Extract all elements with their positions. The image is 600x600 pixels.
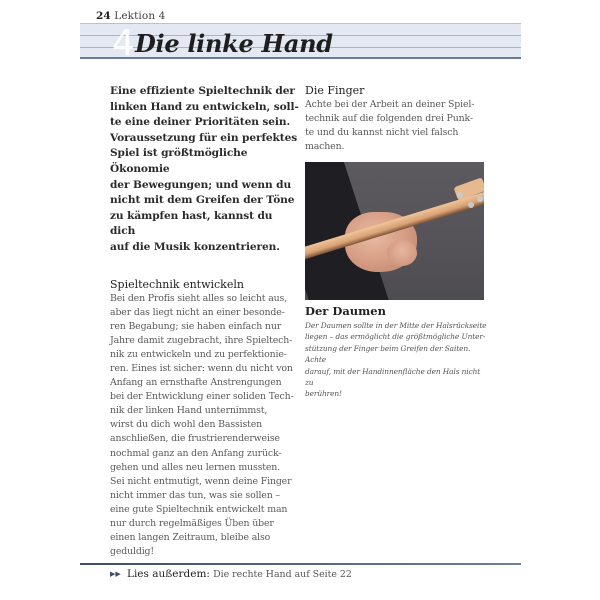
section-body-spieltechnik: Bei den Profis sieht alles so leicht aus, aber das liegt nicht an einer besonde- ren Begabung; sie haben einfach nur Jahre damit zugebracht, ihre Spieltech- nik zu entwickeln und zu perfektionie- ren. Eines ist sicher: wenn du nicht von Anfang an ernsthafte Anstrengungen bei der Entwicklung einer soliden Tech- nik der linken Hand unternimmst, wirst du dich wohl den Bassisten anschließen, die frustrierenderweise nochmal ganz an den Anfang zurück- gehen und alles neu lernen mussten. Sei nicht entmutigt, wenn deine Finger nicht immer das tun, was sie sollen – eine gute Spieltechnik entwickelt man nur durch regelmäßiges Üben über einen langen Zeitraum, bleibe also geduldig! xyxy=(110,292,294,558)
page-label xyxy=(96,10,165,22)
page-number: 24 xyxy=(96,10,111,22)
section-body-finger: Achte bei der Arbeit an deiner Spiel- technik auf die folgenden drei Punk- te und du kannst nicht viel falsch machen. xyxy=(305,99,475,153)
footer-rule xyxy=(80,563,521,565)
hand-on-bass-neck-photo xyxy=(305,162,484,300)
see-also-link[interactable]: Die rechte Hand auf Seite 22 xyxy=(213,569,352,580)
see-also-label: Lies außerdem: xyxy=(126,568,210,580)
intro-paragraph: Eine effiziente Spieltechnik der linken Hand zu entwickeln, soll- te eine deiner Prioritäten sein. Voraussetzung für ein perfektes Spiel ist größtmögliche Ökonomie der Bewegungen; und wenn du nicht mit dem Greifen der Töne zu kämpfen hast, kannst du dich auf die Musik konzentrieren. xyxy=(110,85,299,253)
section-heading-spieltechnik: Spieltechnik entwickeln xyxy=(110,277,244,291)
see-also-footer xyxy=(110,567,352,582)
left-column xyxy=(110,84,300,559)
section-heading-finger: Die Finger xyxy=(305,84,365,97)
caption-text: Der Daumen sollte in der Mitte der Halsrückseite liegen – das ermöglicht die größtmögliche Unter- stützung der Finger beim Greifen der Saiten. Achte darauf, mit der Handinnenfläche den Hals nicht zu berühren! xyxy=(305,321,487,399)
photo-caption xyxy=(305,304,490,400)
chapter-number: 4 xyxy=(112,23,135,64)
chapter-title: Die linke Hand xyxy=(135,29,333,58)
double-arrow-right-icon: ▶▶ xyxy=(110,570,121,578)
caption-heading: Der Daumen xyxy=(305,304,386,318)
right-column xyxy=(305,84,485,154)
section-label: Lektion 4 xyxy=(114,10,166,22)
